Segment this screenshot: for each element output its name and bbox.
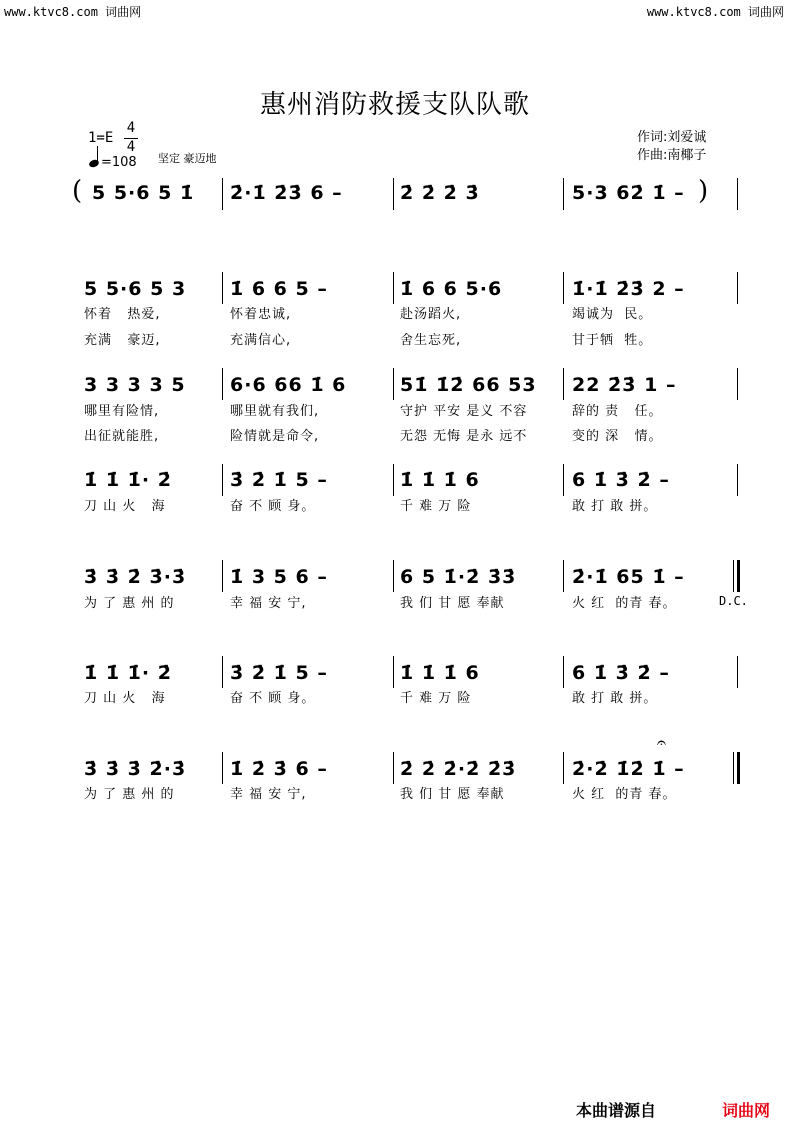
row1-lyric1-bar1: 怀着 热爱, (84, 307, 161, 322)
row4-lyric-bar1: 为 了 惠 州 的 (84, 596, 175, 611)
row6-lyric-bar3: 我 们 甘 愿 奉献 (400, 787, 505, 802)
barline (563, 656, 564, 688)
barline-end (737, 368, 738, 400)
row3-lyric-bar2: 奋 不 顾 身。 (230, 499, 316, 514)
intro-open-paren: ( (72, 176, 83, 206)
row6-lyric-bar2: 幸 福 安 宁, (230, 787, 307, 802)
barline (393, 368, 394, 400)
row2-bar-3: 51̇ 1̇2̇ 66 53 (400, 374, 537, 396)
row5-bar-1: 1̇ 1̇ 1̇· 2̇ (84, 662, 172, 684)
key-signature: 1=E (88, 130, 114, 146)
expression-marking: 坚定 豪迈地 (158, 152, 217, 165)
row4-lyric-bar4: 火 红 的青 春。 (572, 596, 677, 611)
row3-lyric-bar3: 千 难 万 险 (400, 499, 472, 514)
barline-end (737, 178, 738, 210)
intro-bar-1: 5 5·6 5 1̇ (92, 182, 195, 204)
row1-bar-4: 1̇·1̇ 2̇3̇ 2 – (572, 278, 685, 300)
row2-lyric2-bar4: 变的 深 情。 (572, 429, 663, 444)
barline (563, 272, 564, 304)
intro-close-paren: ) (698, 176, 709, 206)
row4-bar-3: 6 5 1̇·2̇ 3̇3̇ (400, 566, 517, 588)
row3-bar-3: 1̇ 1̇ 1̇ 6 (400, 469, 480, 491)
row4-lyric-bar2: 幸 福 安 宁, (230, 596, 307, 611)
barline (222, 178, 223, 210)
intro-bar-2: 2̇·1̇ 2̇3̇ 6 – (230, 182, 343, 204)
barline (393, 656, 394, 688)
row5-bar-3: 1̇ 1̇ 1̇ 6 (400, 662, 480, 684)
row4-lyric-bar3: 我 们 甘 愿 奉献 (400, 596, 505, 611)
barline (222, 752, 223, 784)
footer-logo[interactable]: 词曲网 (722, 1101, 771, 1120)
dc-marking: D.C. (719, 594, 748, 608)
row5-lyric-bar3: 千 难 万 险 (400, 691, 472, 706)
barline (393, 272, 394, 304)
barline (563, 368, 564, 400)
row5-bar-4: 6 1̇ 3̇ 2̇ – (572, 662, 670, 684)
row6-lyric-bar4: 火 红 的青 春。 (572, 787, 677, 802)
row4-bar-4: 2̇·1̇ 65 1̇ – (572, 566, 685, 588)
time-signature-bottom: 4 (126, 139, 136, 155)
row3-bar-1: 1̇ 1̇ 1̇· 2̇ (84, 469, 172, 491)
row2-lyric2-bar2: 险情就是命令, (230, 429, 320, 444)
barline (563, 560, 564, 592)
row5-lyric-bar2: 奋 不 顾 身。 (230, 691, 316, 706)
row1-bar-1: 5 5·6 5 3 (84, 278, 187, 300)
row6-bar-4: 2̇·2̇ 1̇2̇ 1̇ – (572, 758, 685, 780)
footer-source-text: 本曲谱源自 (576, 1101, 657, 1120)
row2-lyric2-bar1: 出征就能胜, (84, 429, 160, 444)
barline-end (737, 656, 738, 688)
row1-lyric1-bar2: 怀着忠诚, (230, 307, 292, 322)
intro-bar-3: 2̇ 2̇ 2̇ 3̇ (400, 182, 480, 204)
row1-lyric1-bar3: 赴汤蹈火, (400, 307, 462, 322)
final-barline-thin (733, 560, 734, 592)
row1-lyric1-bar4: 竭诚为 民。 (572, 307, 653, 322)
row1-lyric2-bar3: 舍生忘死, (400, 333, 462, 348)
barline (393, 752, 394, 784)
barline-end (737, 272, 738, 304)
tempo-marking: =108 (101, 155, 137, 170)
row6-bar-1: 3̇ 3̇ 3̇ 2̇·3̇ (84, 758, 187, 780)
lyricist-credit: 作词:刘爱诚 (637, 130, 707, 145)
row3-lyric-bar4: 敢 打 敢 拼。 (572, 499, 658, 514)
barline (222, 656, 223, 688)
row1-lyric2-bar1: 充满 豪迈, (84, 333, 161, 348)
row2-bar-2: 6·6 66 1̇ 6 (230, 374, 347, 396)
row4-bar-1: 3̇ 3̇ 2̇ 3̇·3̇ (84, 566, 187, 588)
site-watermark-left: www.ktvc8.com 词曲网 (4, 5, 142, 19)
site-watermark-right: www.ktvc8.com 词曲网 (646, 5, 784, 19)
barline (393, 560, 394, 592)
row1-lyric2-bar4: 甘于牺 牲。 (572, 333, 653, 348)
time-signature-top: 4 (126, 120, 136, 136)
row5-bar-2: 3̇ 2̇ 1̇ 5 – (230, 662, 328, 684)
row1-bar-2: 1̇ 6 6 5 – (230, 278, 328, 300)
row3-bar-2: 3̇ 2̇ 1̇ 5 – (230, 469, 328, 491)
intro-bar-4: 5·3 62̇ 1̇ – (572, 182, 685, 204)
row2-lyric1-bar3: 守护 平安 是义 不容 (400, 404, 528, 419)
barline (393, 464, 394, 496)
composer-credit: 作曲:南椰子 (637, 148, 707, 163)
final-barline-thick (737, 752, 740, 784)
row6-bar-2: 1̇ 2̇ 3̇ 6 – (230, 758, 328, 780)
row5-lyric-bar1: 刀 山 火 海 (84, 691, 166, 706)
row2-lyric2-bar3: 无怨 无悔 是永 远不 (400, 429, 528, 444)
row6-lyric-bar1: 为 了 惠 州 的 (84, 787, 175, 802)
row2-lyric1-bar2: 哪里就有我们, (230, 404, 320, 419)
barline (563, 464, 564, 496)
song-title: 惠州消防救援支队队歌 (259, 90, 530, 120)
barline (393, 178, 394, 210)
final-barline-thin (733, 752, 734, 784)
fermata-icon: 𝄐 (657, 733, 666, 752)
row1-lyric2-bar2: 充满信心, (230, 333, 292, 348)
barline (222, 464, 223, 496)
barline (563, 178, 564, 210)
row4-bar-2: 1̇ 3 5 6 – (230, 566, 328, 588)
row3-lyric-bar1: 刀 山 火 海 (84, 499, 166, 514)
barline (222, 368, 223, 400)
row2-bar-1: 3 3 3 3 5 (84, 374, 186, 396)
row2-bar-4: 22 2̇3̇ 1 – (572, 374, 677, 396)
barline (563, 752, 564, 784)
barline-end (737, 464, 738, 496)
row2-lyric1-bar4: 辞的 责 任。 (572, 404, 663, 419)
barline (222, 272, 223, 304)
row2-lyric1-bar1: 哪里有险情, (84, 404, 160, 419)
barline (222, 560, 223, 592)
row3-bar-4: 6 1̇ 3̇ 2̇ – (572, 469, 670, 491)
row1-bar-3: 1̇ 6 6 5·6 (400, 278, 503, 300)
final-barline-thick (737, 560, 740, 592)
row5-lyric-bar4: 敢 打 敢 拼。 (572, 691, 658, 706)
row6-bar-3: 2̇ 2̇ 2̇·2̇ 2̇3̇ (400, 758, 517, 780)
